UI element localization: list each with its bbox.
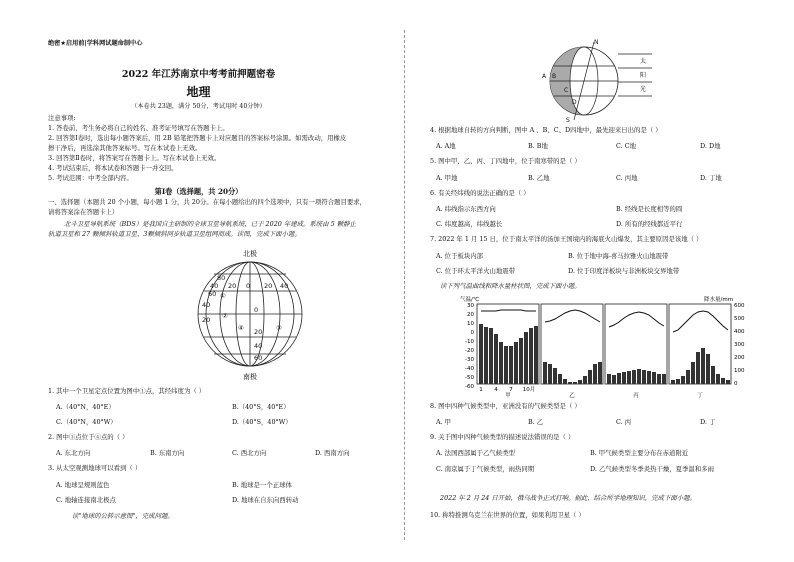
q5-option-a[interactable]: A. 甲地 [436, 174, 458, 182]
lat-label-40: 40 [202, 301, 211, 309]
temp-tick-m50: -50 [465, 375, 474, 381]
label-b: B [552, 73, 557, 80]
lat-label-0: 0 [254, 306, 259, 314]
subject-title: 地理 [186, 85, 211, 99]
month-10: 10月 [522, 387, 536, 393]
q1-option-b[interactable]: B.（40°S，40°E） [232, 403, 290, 411]
q5-option-c[interactable]: C. 丙地 [616, 174, 638, 182]
label-c: C [564, 87, 569, 94]
q7-stem: 7. 2022 年 1 月 15 日，位于南太平洋的汤加王国境内的海底火山爆发，其主要原因是该地（ ） [430, 235, 703, 243]
sunlight-char-2: 阳 [640, 72, 647, 79]
q9-option-b[interactable]: B. 甲气候类型主要分布在赤道附近 [590, 449, 689, 457]
q8-option-d[interactable]: D. 丁 [700, 418, 716, 426]
lat-label-40s: 40 [254, 342, 263, 350]
q3-option-d[interactable]: D. 地球在自东向西转动 [232, 496, 299, 504]
precip-axis-title: 降水量/mm [704, 297, 734, 303]
column-divider [404, 30, 405, 540]
temp-tick-m60: -60 [465, 384, 474, 390]
point-2: ② [222, 312, 228, 320]
q6-option-d[interactable]: D. 所有的经线都近平行 [616, 220, 683, 228]
note-2: 2. 回答第Ⅰ卷时，选出每小题答案后，用 2B 铅笔把答题卡上对应题目的答案标号涂黑。如需改动，用橡皮 [48, 134, 347, 142]
q9-option-c[interactable]: C. 南京属于丁气候类型，雨热同期 [436, 465, 535, 473]
note-1: 1. 答卷前，考生务必将自己的姓名、准考证号填写在答题卡上。 [48, 124, 229, 132]
point-4: ④ [238, 324, 244, 332]
q7-option-a[interactable]: A. 位于板块内部 [436, 252, 484, 260]
q9-option-a[interactable]: A. 法国西部属于乙气候类型 [436, 449, 515, 457]
q1-option-d[interactable]: D.（40°S，40°W） [232, 418, 292, 426]
month-4: 4 [494, 387, 498, 393]
label-n: N [594, 39, 599, 46]
q2-option-a[interactable]: A. 东北方向 [56, 449, 91, 457]
q1-stem: 1. 其中一个卫星定点位置为图中①点，其经纬度为（ ） [48, 387, 206, 395]
lat-label-80: 80 [217, 274, 226, 282]
q2-option-b[interactable]: B. 东南方向 [150, 449, 185, 457]
note-3: 3. 回答第Ⅱ卷时，将答案写在答题卡上。写在本试卷上无效。 [48, 154, 221, 162]
q6-stem: 6. 有关经纬线的说法正确的是（ ） [430, 189, 530, 197]
label-s: S [566, 117, 570, 124]
passage4: 2022 年 2 月 24 日开始，俄乌战争正式打响。据此，结合所学地理知识，完成下面小题。 [440, 494, 696, 502]
q3-stem: 3. 从太空观测地球可以看到（ ） [48, 464, 142, 472]
temp-tick-m20: -20 [465, 348, 474, 354]
q8-stem: 8. 图中四种气候类型中，亚洲没有的气候类型是（ ） [430, 402, 581, 410]
sunlight-char-3: 光 [640, 86, 647, 93]
lon-label-40e: 40 [280, 282, 289, 290]
precip-tick-300: 300 [734, 342, 745, 348]
precip-tick-600: 600 [734, 303, 745, 309]
temp-axis-title: 气温/℃ [460, 297, 480, 303]
q4-option-c[interactable]: C. C地 [616, 142, 637, 150]
month-7: 7 [509, 387, 513, 393]
q7-option-c[interactable]: C. 位于环太平洋火山地震带 [436, 267, 516, 275]
q2-option-c[interactable]: C. 西北方向 [232, 449, 267, 457]
q8-option-c[interactable]: C. 丙 [616, 418, 632, 426]
lon-label-0: 0 [246, 282, 251, 290]
climate-chart-figure [430, 294, 760, 398]
point-1: ① [220, 292, 226, 300]
lat-label-60: 60 [208, 290, 217, 298]
q5-option-d[interactable]: D. 丁地 [700, 174, 722, 182]
temp-tick-0: 0 [470, 330, 474, 336]
passage3: 读下列气温曲线和降水量柱状图，完成下面小题。 [440, 282, 581, 290]
temp-tick-m40: -40 [465, 366, 474, 372]
temp-tick-30: 30 [467, 303, 474, 309]
panel-label-yi: 乙 [569, 393, 575, 398]
temp-tick-20: 20 [467, 312, 474, 318]
precip-tick-0: 0 [734, 381, 738, 387]
q9-stem: 9. 关于图中四种气候类型的描述说法错误的是（ ） [430, 433, 575, 441]
header-secret-label: 绝密★启用前|学科网试题命制中心 [48, 40, 143, 47]
north-pole-label: 北极 [243, 250, 257, 258]
lat-label-20: 20 [202, 316, 211, 324]
passage1-line2: 轨道卫星和 27 颗倾斜轨道卫星、3颗倾斜同步轨道卫星组网而成。读图，完成下面小题。 [48, 230, 301, 238]
q8-option-b[interactable]: B. 乙 [528, 418, 544, 426]
part1-title: 第Ⅰ卷（选择题，共 20分） [154, 187, 243, 196]
q4-option-d[interactable]: D. D地 [700, 142, 721, 150]
south-pole-label: 南极 [243, 373, 257, 381]
q3-option-b[interactable]: B. 地球是一个正球体 [232, 481, 292, 489]
q3-option-c[interactable]: C. 地轴连接南北极点 [56, 496, 116, 504]
lon-label-20e: 20 [264, 282, 273, 290]
passage2: 读"地球的公转示意图"，完成问题。 [72, 512, 174, 520]
temp-tick-m30: -30 [465, 357, 474, 363]
precip-tick-500: 500 [734, 316, 745, 322]
lat-label-20s: 20 [254, 328, 263, 336]
precip-tick-400: 400 [734, 329, 745, 335]
exam-info: （本卷共 23题，满分 50分，考试用时 40分钟） [131, 103, 266, 110]
panel-label-ding: 丁 [697, 393, 703, 398]
q7-option-b[interactable]: B. 位于地中海-喜马拉雅火山地震带 [568, 252, 669, 260]
q1-option-a[interactable]: A.（40°N，40°E） [56, 403, 115, 411]
lon-label-20w: 20 [228, 282, 237, 290]
q2-stem: 2. 图中③点位于④点的（ ） [48, 433, 129, 441]
label-a: A [542, 73, 547, 80]
q9-option-d[interactable]: D. 乙气候类型冬季炎热干燥，夏季温和多雨 [590, 465, 714, 473]
notes-title: 注意事项: [48, 114, 76, 122]
globe-grid-figure [180, 246, 320, 382]
q5-option-b[interactable]: B. 乙地 [528, 174, 550, 182]
q10-stem: 10. 称特推测乌克兰在世界的位置，如果利用卫星（ ） [430, 511, 585, 519]
q6-option-a[interactable]: A. 纬线指示东西方向 [436, 205, 496, 213]
q6-option-b[interactable]: B. 经线是长度相等的圆 [616, 205, 683, 213]
q6-option-c[interactable]: C. 纬度越高，纬线越长 [436, 220, 503, 228]
temp-tick-m10: -10 [465, 339, 474, 345]
q5-stem: 5. 图中甲、乙、丙、丁四地中，位于南寒带的是（ ） [430, 157, 581, 165]
panel-label-bing: 丙 [633, 393, 639, 398]
earth-revolution-figure [536, 38, 656, 124]
temp-tick-10: 10 [467, 321, 474, 327]
q8-option-a[interactable]: A. 甲 [436, 418, 452, 426]
lon-label-40w: 40 [210, 282, 219, 290]
section-intro-2: 请将答案涂在答题卡上） [48, 208, 119, 216]
lat-label-60s: 60 [254, 354, 263, 362]
month-1: 1 [479, 387, 483, 393]
q4-option-a[interactable]: A. A地 [436, 142, 456, 150]
q2-option-d[interactable]: D. 西南方向 [315, 449, 350, 457]
q7-option-d[interactable]: D. 位于印度洋板块与非洲板块交界地带 [568, 267, 680, 275]
section-intro-1: 一、选择题（本题共 20 个小题，每小题 1 分，共 20分。在每小题给出的四个选项中，只有一项符合题目要求， [48, 198, 367, 206]
passage1-line1: 北斗卫星导航系统（BDS）是我国自主研制的全球卫星导航系统，已于 2020 年建成。系统由 5 颗静止 [64, 220, 356, 228]
note-4: 4. 考试结束后，将本试卷和答题卡一并交回。 [48, 164, 178, 172]
q4-option-b[interactable]: B. B地 [528, 142, 548, 150]
exam-title: 2022 年江苏南京中考考前押题密卷 [121, 69, 276, 80]
panel-label-jia: 甲 [505, 393, 511, 398]
q3-option-a[interactable]: A. 地球呈规则蓝色 [56, 481, 110, 489]
label-d: D [572, 99, 577, 106]
point-3: ③ [276, 324, 282, 332]
precip-tick-100: 100 [734, 368, 745, 374]
note-5: 5. 考试范围：中考全部内容。 [48, 174, 133, 182]
precip-tick-200: 200 [734, 355, 745, 361]
sunlight-char-1: 太 [640, 58, 647, 65]
note-2-cont: 擦干净后，再选涂其他答案标号。写在本试卷上无效。 [48, 144, 202, 152]
q4-stem: 4. 根据地球自转的方向判断，图中 A 、B、C、D四地中，最先迎来日出的是（ ） [430, 126, 662, 134]
q1-option-c[interactable]: C.（40°N，40°W） [56, 418, 117, 426]
